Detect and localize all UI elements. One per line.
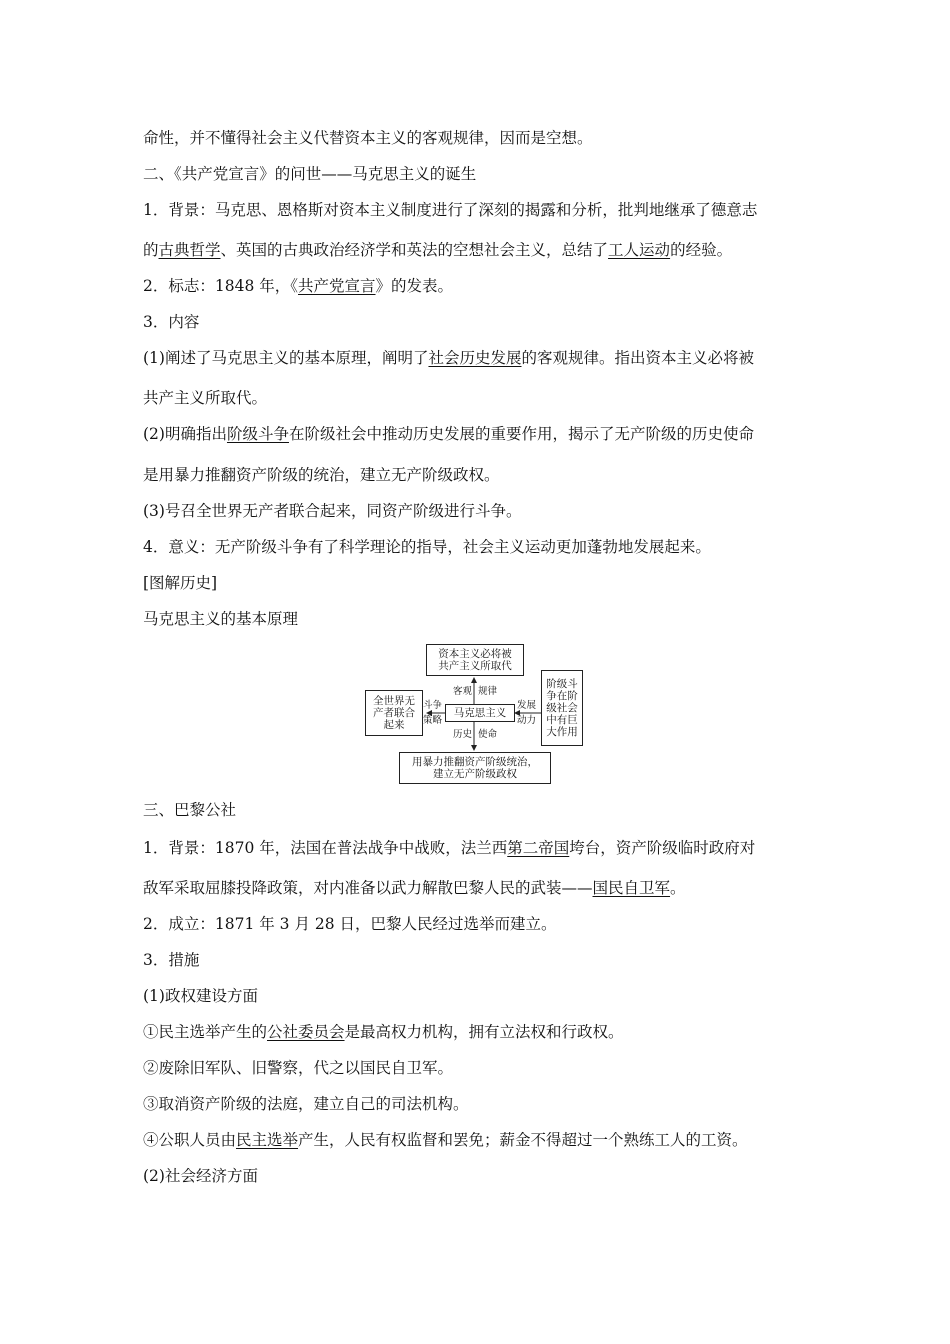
label-struggle: 斗争 bbox=[423, 700, 443, 711]
text-segment: 是用暴力推翻资产阶级的统治，建立无产阶级政权。 bbox=[143, 466, 500, 484]
text-segment: [图解历史] bbox=[143, 574, 218, 592]
text-line bbox=[143, 1022, 624, 1042]
label-law: 规律 bbox=[478, 686, 498, 697]
underlined-term: 公社委员会 bbox=[267, 1023, 345, 1041]
diagram-box-line: 全世界无 bbox=[373, 695, 415, 707]
text-line bbox=[143, 1166, 258, 1186]
text-segment: 在阶级社会中推动历史发展的重要作用，揭示了无产阶级的历史使命 bbox=[288, 425, 754, 443]
text-line bbox=[143, 348, 754, 368]
text-line bbox=[143, 164, 476, 184]
text-line bbox=[143, 986, 258, 1006]
diagram-box-line: 资本主义必将被 bbox=[438, 648, 512, 660]
diagram-box-line: 产者联合 bbox=[373, 707, 415, 719]
text-line bbox=[143, 465, 500, 485]
text-line bbox=[143, 312, 199, 332]
underlined-term: 共产党宣言 bbox=[298, 277, 376, 295]
text-segment: 。 bbox=[670, 879, 686, 897]
text-line bbox=[143, 276, 453, 296]
label-objective: 客观 bbox=[453, 686, 473, 697]
text-line bbox=[143, 609, 298, 629]
text-line bbox=[143, 838, 755, 858]
text-segment: ④公职人员由 bbox=[143, 1131, 237, 1149]
diagram-left-box bbox=[365, 690, 423, 736]
diagram-box-line: 建立无产阶级政权 bbox=[433, 768, 517, 780]
text-segment: 2．标志：1848 年，《 bbox=[143, 277, 298, 295]
text-line bbox=[143, 388, 267, 408]
text-line bbox=[143, 950, 199, 970]
text-line bbox=[143, 800, 236, 820]
text-segment: (2)明确指出 bbox=[143, 425, 227, 443]
label-driving-force: 动力 bbox=[517, 715, 537, 726]
diagram-center-label: 马克思主义 bbox=[453, 707, 507, 719]
underlined-term: 古典哲学 bbox=[158, 241, 221, 259]
text-line bbox=[143, 573, 217, 593]
diagram-box-line: 阶级斗 bbox=[546, 678, 578, 690]
text-segment: (1)政权建设方面 bbox=[143, 987, 258, 1005]
text-segment: 的 bbox=[143, 241, 159, 259]
diagram-box-line: 共产主义所取代 bbox=[438, 660, 512, 672]
text-segment: 是最高权力机构，拥有立法权和行政权。 bbox=[344, 1023, 624, 1041]
text-segment: ①民主选举产生的 bbox=[143, 1023, 268, 1041]
diagram-box-line: 起来 bbox=[383, 719, 405, 731]
label-strategy: 策略 bbox=[423, 715, 443, 726]
text-line bbox=[143, 200, 757, 220]
text-line bbox=[143, 1058, 453, 1078]
diagram-top-box bbox=[426, 644, 524, 676]
text-segment: 3．措施 bbox=[143, 951, 200, 969]
underlined-term: 工人运动 bbox=[608, 241, 671, 259]
label-mission: 使命 bbox=[478, 729, 498, 740]
text-segment: 的经验。 bbox=[670, 241, 733, 259]
underlined-term: 社会历史发展 bbox=[428, 349, 522, 367]
diagram-bottom-box bbox=[399, 752, 551, 784]
text-line bbox=[143, 240, 732, 260]
text-segment: 、英国的古典政治经济学和英法的空想社会主义，总结了 bbox=[220, 241, 609, 259]
underlined-term: 民主选举 bbox=[236, 1131, 299, 1149]
text-segment: 1．背景：1870 年，法国在普法战争中战败，法兰西 bbox=[143, 839, 508, 857]
text-segment: (3)号召全世界无产者联合起来，同资产阶级进行斗争。 bbox=[143, 502, 522, 520]
label-development: 发展 bbox=[517, 700, 537, 711]
text-segment: 共产主义所取代。 bbox=[143, 389, 268, 407]
underlined-term: 阶级斗争 bbox=[226, 425, 289, 443]
text-segment: (2)社会经济方面 bbox=[143, 1167, 258, 1185]
diagram-center-box bbox=[445, 704, 515, 722]
text-segment: ③取消资产阶级的法庭，建立自己的司法机构。 bbox=[143, 1095, 469, 1113]
text-segment: 敌军采取屈膝投降政策，对内准备以武力解散巴黎人民的武装—— bbox=[143, 879, 593, 897]
text-line bbox=[143, 501, 521, 521]
text-line bbox=[143, 1130, 748, 1150]
text-segment: 三、巴黎公社 bbox=[143, 801, 237, 819]
text-segment: 1．背景：马克思、恩格斯对资本主义制度进行了深刻的揭露和分析，批判地继承了德意志 bbox=[143, 201, 758, 219]
text-segment: 垮台，资产阶级临时政府对 bbox=[569, 839, 756, 857]
text-segment: 》的发表。 bbox=[375, 277, 454, 295]
text-segment: 3．内容 bbox=[143, 313, 200, 331]
text-line bbox=[143, 914, 557, 934]
text-segment: 产生，人民有权监督和罢免；薪金不得超过一个熟练工人的工资。 bbox=[298, 1131, 748, 1149]
text-segment: 马克思主义的基本原理 bbox=[143, 610, 299, 628]
diagram-right-box bbox=[541, 670, 583, 746]
marxism-principles-diagram bbox=[363, 642, 585, 788]
text-line bbox=[143, 878, 686, 898]
diagram-box-line: 大作用 bbox=[546, 726, 578, 738]
text-segment: (1)阐述了马克思主义的基本原理，阐明了 bbox=[143, 349, 429, 367]
diagram-box-line: 中有巨 bbox=[546, 714, 578, 726]
label-history: 历史 bbox=[453, 729, 473, 740]
text-line bbox=[143, 537, 711, 557]
text-line bbox=[143, 424, 754, 444]
text-line bbox=[143, 128, 593, 148]
text-segment: 2．成立：1871 年 3 月 28 日，巴黎人民经过选举而建立。 bbox=[143, 915, 557, 933]
diagram-box-line: 级社会 bbox=[546, 702, 578, 714]
text-segment: 的客观规律。指出资本主义必将被 bbox=[521, 349, 754, 367]
text-segment: ②废除旧军队、旧警察，代之以国民自卫军。 bbox=[143, 1059, 454, 1077]
underlined-term: 第二帝国 bbox=[507, 839, 570, 857]
text-segment: 二、《共产党宣言》的问世——马克思主义的诞生 bbox=[143, 165, 477, 183]
diagram-box-line: 用暴力推翻资产阶级统治， bbox=[412, 756, 538, 768]
underlined-term: 国民自卫军 bbox=[592, 879, 671, 897]
text-line bbox=[143, 1094, 469, 1114]
text-segment: 4．意义：无产阶级斗争有了科学理论的指导，社会主义运动更加蓬勃地发展起来。 bbox=[143, 538, 711, 556]
diagram-box-line: 争在阶 bbox=[546, 690, 578, 702]
text-segment: 命性，并不懂得社会主义代替资本主义的客观规律，因而是空想。 bbox=[143, 129, 593, 147]
